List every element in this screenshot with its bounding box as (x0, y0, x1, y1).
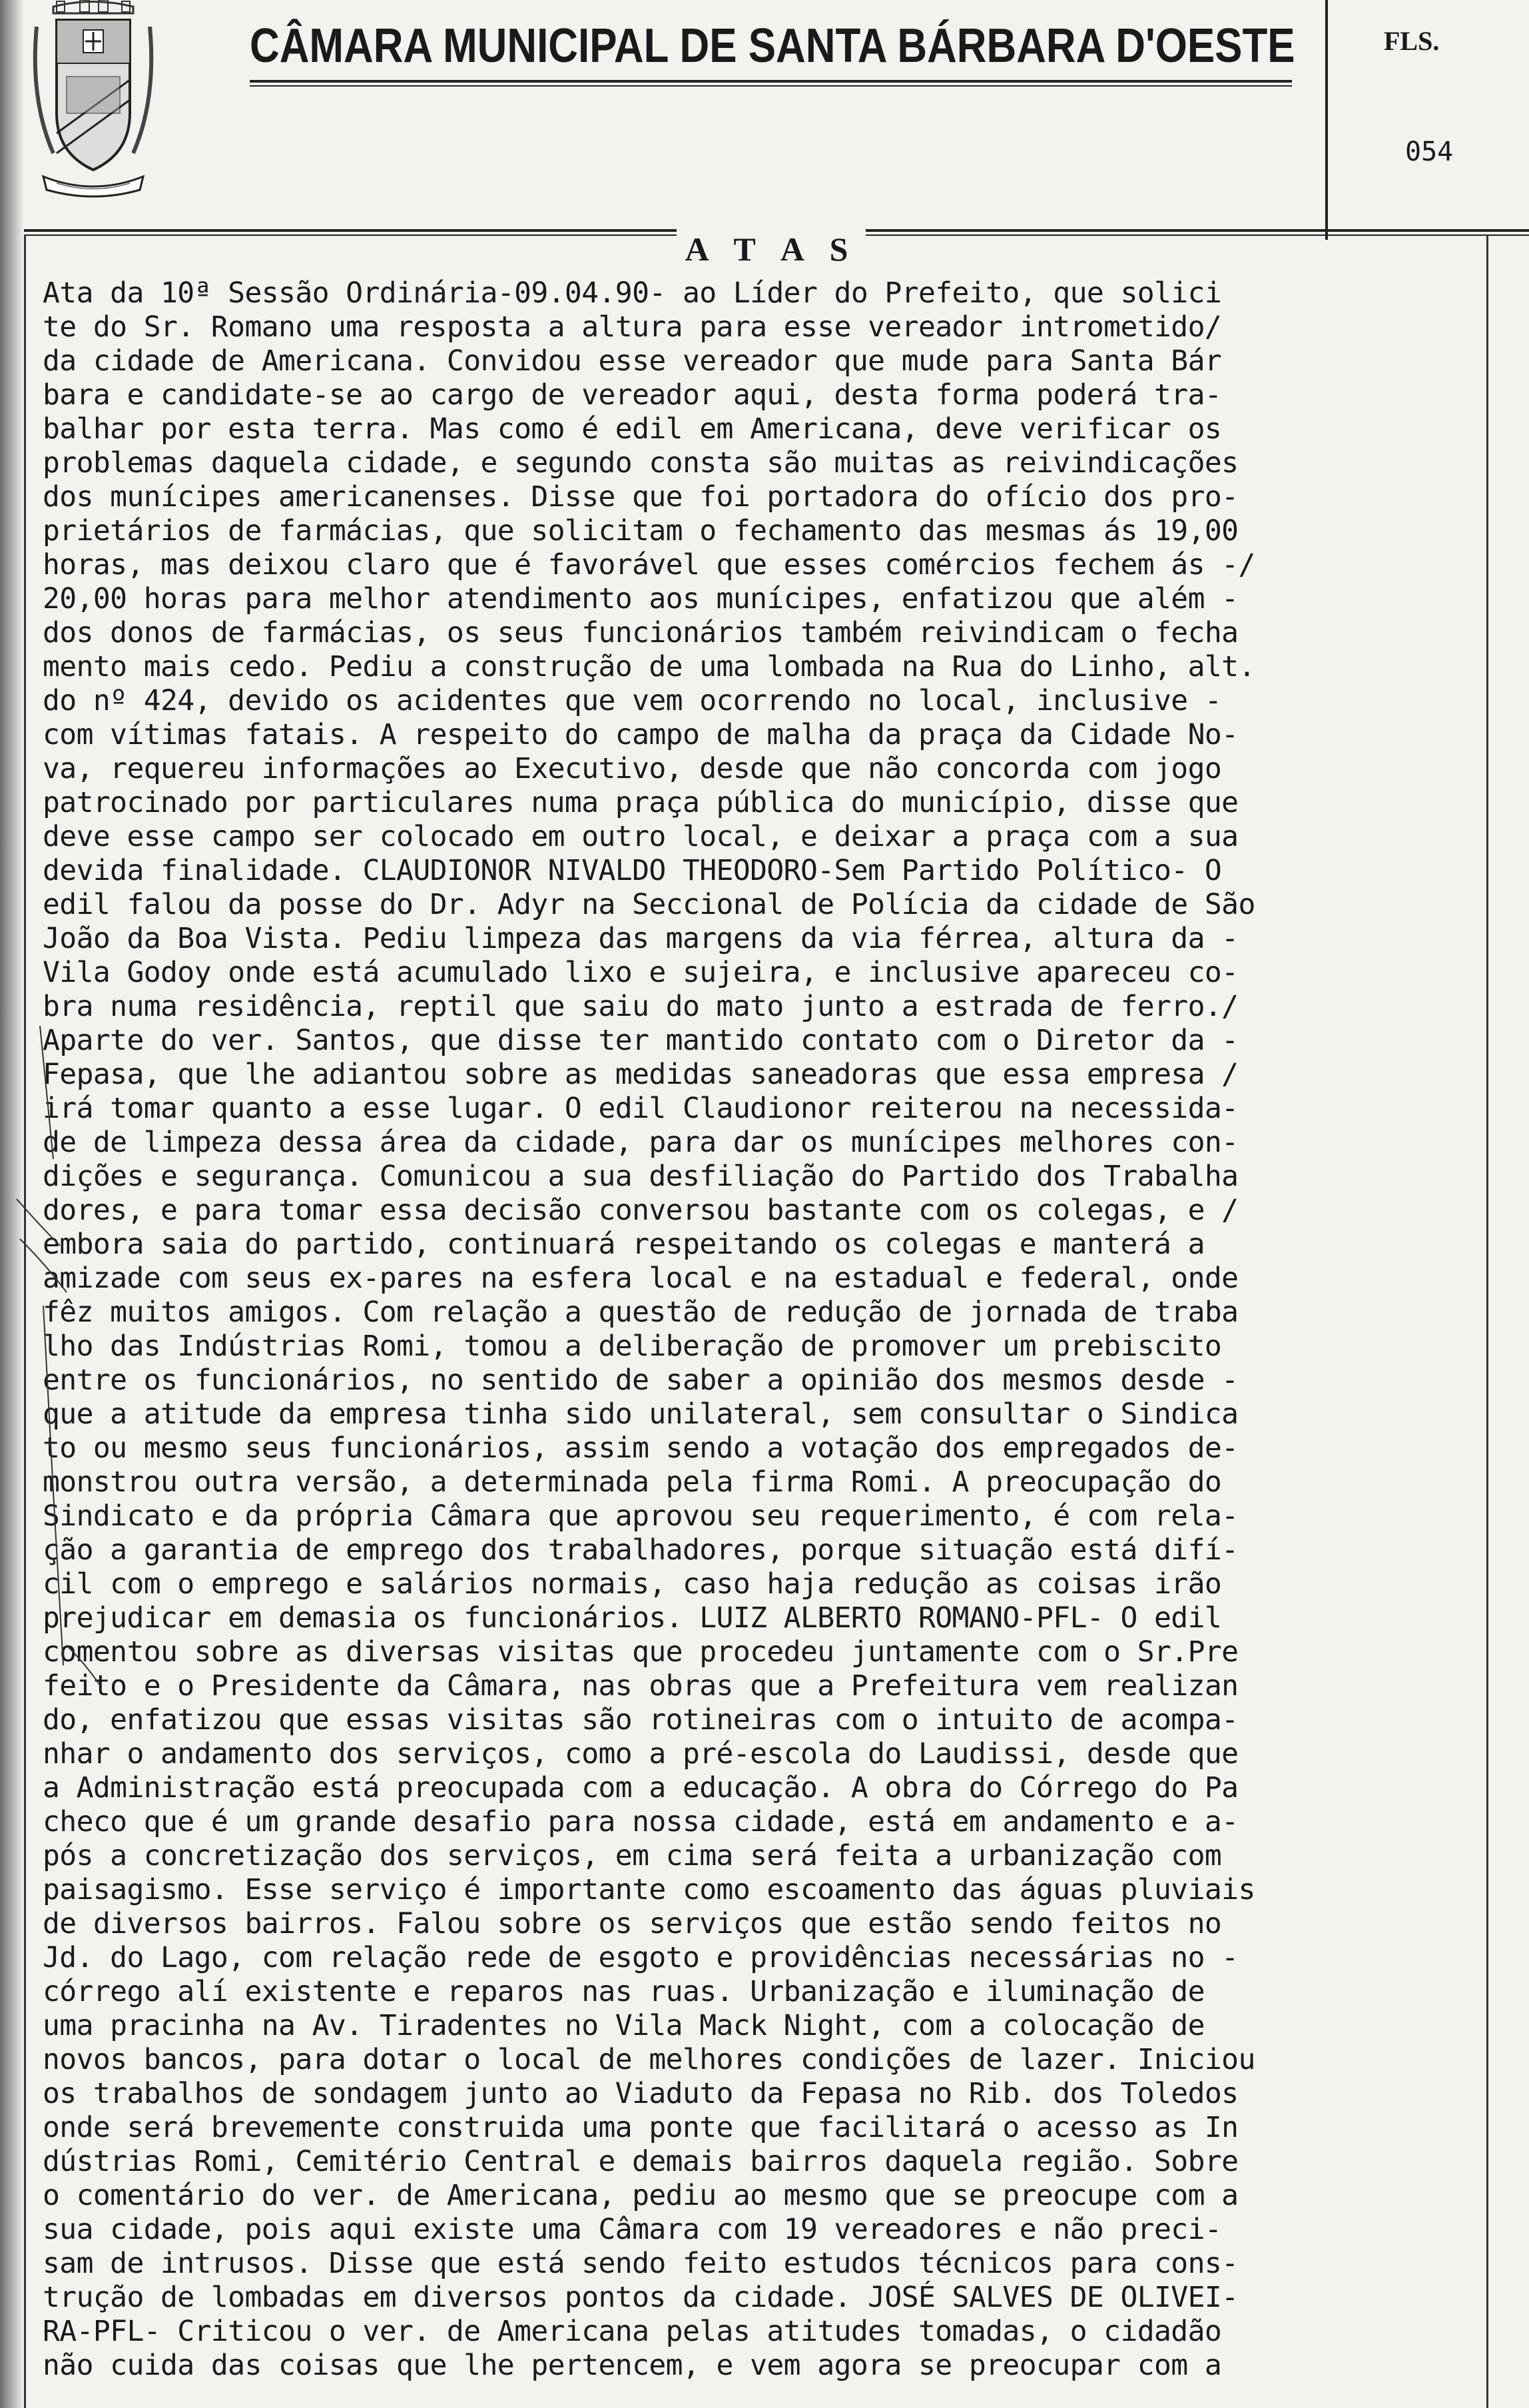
text-line: patrocinado por particulares numa praça pública do município, disse que (43, 786, 1239, 819)
page-number: 054 (1405, 137, 1454, 167)
text-line: prejudicar em demasia os funcionários. LUIZ ALBERTO ROMANO-PFL- O edil (43, 1601, 1222, 1635)
section-rule-right-thin (866, 234, 1529, 236)
text-line: de diversos bairros. Falou sobre os serviços que estão sendo feitos no (43, 1907, 1222, 1940)
text-line: córrego alí existente e reparos nas ruas. Urbanização e iluminação de (43, 1975, 1205, 2008)
text-line: balhar por esta terra. Mas como é edil em Americana, deve verificar os (43, 412, 1222, 446)
coat-of-arms-icon (27, 0, 160, 200)
text-line: ção a garantia de emprego dos trabalhadores, porque situação está difí- (43, 1533, 1239, 1567)
text-line: deve esse campo ser colocado em outro local, e deixar a praça com a sua (43, 820, 1239, 853)
text-line: mento mais cedo. Pediu a construção de uma lombada na Rua do Linho, alt. (43, 650, 1255, 683)
section-rule-right (866, 229, 1529, 232)
text-line: onde será brevemente construida uma ponte que facilitará o acesso as In (43, 2111, 1239, 2144)
text-line: não cuida das coisas que lhe pertencem, e vem agora se preocupar com a (43, 2349, 1222, 2382)
text-line: trução de lombadas em diversos pontos da cidade. JOSÉ SALVES DE OLIVEI- (43, 2281, 1239, 2314)
pen-marks (13, 1026, 107, 1692)
text-line: sua cidade, pois aqui existe uma Câmara com 19 vereadores e não preci- (43, 2213, 1222, 2246)
text-line: va, requereu informações ao Executivo, desde que não concorda com jogo (43, 752, 1222, 785)
text-line: com vítimas fatais. A respeito do campo de malha da praça da Cidade No- (43, 718, 1239, 751)
text-line: prietários de farmácias, que solicitam o fechamento das mesmas ás 19,00 (43, 514, 1239, 548)
text-line: checo que é um grande desafio para nossa cidade, está em andamento e a- (43, 1805, 1239, 1838)
text-line: entre os funcionários, no sentido de saber a opinião dos mesmos desde - (43, 1364, 1239, 1397)
text-line: dos donos de farmácias, os seus funcionários também reivindicam o fecha (43, 616, 1239, 649)
text-line: 20,00 horas para melhor atendimento aos munícipes, enfatizou que além - (43, 582, 1239, 615)
text-line: RA-PFL- Criticou o ver. de Americana pelas atitudes tomadas, o cidadão (43, 2315, 1222, 2348)
text-line: paisagismo. Esse serviço é importante como escoamento das águas pluviais (43, 1873, 1255, 1906)
text-line: sam de intrusos. Disse que está sendo feito estudos técnicos para cons- (43, 2247, 1239, 2280)
text-line: que a atitude da empresa tinha sido unilateral, sem consultar o Sindica (43, 1398, 1239, 1431)
text-line: Vila Godoy onde está acumulado lixo e sujeira, e inclusive apareceu co- (43, 956, 1239, 989)
text-line: bra numa residência, reptil que saiu do mato junto a estrada de ferro./ (43, 990, 1239, 1023)
text-line: edil falou da posse do Dr. Adyr na Seccional de Polícia da cidade de São (43, 888, 1255, 921)
text-line: dores, e para tomar essa decisão conversou bastante com os colegas, e / (43, 1194, 1239, 1227)
text-line: dos munícipes americanenses. Disse que foi portadora do ofício dos pro- (43, 480, 1239, 514)
text-line: a Administração está preocupada com a educação. A obra do Córrego do Pa (43, 1771, 1239, 1805)
text-line: da cidade de Americana. Convidou esse vereador que mude para Santa Bár (43, 344, 1222, 378)
text-line: comentou sobre as diversas visitas que procedeu juntamente com o Sr.Pre (43, 1635, 1239, 1669)
text-line: novos bancos, para dotar o local de melhores condições de lazer. Iniciou (43, 2043, 1255, 2076)
title-underline-thin (250, 85, 1292, 87)
text-line: o comentário do ver. de Americana, pediu ao mesmo que se preocupe com a (43, 2179, 1239, 2212)
text-line: fêz muitos amigos. Com relação a questão de redução de jornada de traba (43, 1296, 1239, 1329)
text-line: dústrias Romi, Cemitério Central e demais bairros daquela região. Sobre (43, 2145, 1239, 2178)
text-line: uma pracinha na Av. Tiradentes no Vila Mack Night, com a colocação de (43, 2009, 1205, 2042)
text-line: bara e candidate-se ao cargo de vereador aqui, desta forma poderá tra- (43, 378, 1222, 412)
text-line: monstrou outra versão, a determinada pela firma Romi. A preocupação do (43, 1465, 1222, 1499)
text-line: embora saia do partido, continuará respeitando os colegas e manterá a (43, 1228, 1205, 1261)
text-line: problemas daquela cidade, e segundo consta são muitas as reivindicações (43, 446, 1239, 480)
page-title: CÂMARA MUNICIPAL DE SANTA BÁRBARA D'OESTE (250, 19, 1295, 73)
text-line: amizade com seus ex-pares na esfera local e na estadual e federal, onde (43, 1262, 1239, 1295)
text-line: lho das Indústrias Romi, tomou a deliberação de promover um prebiscito (43, 1330, 1222, 1363)
text-line: Sindicato e da própria Câmara que aprovou seu requerimento, é com rela- (43, 1499, 1239, 1533)
fls-label: FLS. (1384, 26, 1440, 56)
text-line: dições e segurança. Comunicou a sua desfiliação do Partido dos Trabalha (43, 1160, 1239, 1193)
minutes-body (43, 276, 1481, 2383)
text-line: to ou mesmo seus funcionários, assim sendo a votação dos empregados de- (43, 1431, 1239, 1465)
text-line: do nº 424, devido os acidentes que vem ocorrendo no local, inclusive - (43, 684, 1222, 717)
text-line: João da Boa Vista. Pediu limpeza das margens da via férrea, altura da - (43, 922, 1239, 955)
section-rule-left-thin (24, 234, 677, 236)
text-line: devida finalidade. CLAUDIONOR NIVALDO THEODORO-Sem Partido Político- O (43, 854, 1222, 887)
section-heading: A T A S (685, 230, 858, 268)
section-rule-left (24, 229, 677, 232)
text-line: Jd. do Lago, com relação rede de esgoto e providências necessárias no - (43, 1941, 1239, 1974)
title-underline (250, 80, 1292, 83)
text-line: te do Sr. Romano uma resposta a altura para esse vereador intrometido/ (43, 310, 1222, 344)
header-divider (1325, 0, 1328, 240)
text-line: horas, mas deixou claro que é favorável que esses comércios fechem ás -/ (43, 548, 1255, 582)
text-line: Ata da 10ª Sessão Ordinária-09.04.90- ao Líder do Prefeito, que solici (43, 276, 1222, 310)
text-line: irá tomar quanto a esse lugar. O edil Claudionor reiterou na necessida- (43, 1092, 1239, 1125)
text-line: de de limpeza dessa área da cidade, para dar os munícipes melhores con- (43, 1126, 1239, 1159)
text-line: Aparte do ver. Santos, que disse ter mantido contato com o Diretor da - (43, 1024, 1239, 1057)
text-line: os trabalhos de sondagem junto ao Viaduto da Fepasa no Rib. dos Toledos (43, 2077, 1239, 2110)
text-line: cil com o emprego e salários normais, caso haja redução as coisas irão (43, 1567, 1222, 1601)
text-line: pós a concretização dos serviços, em cima será feita a urbanização com (43, 1839, 1222, 1872)
text-box-right-border (1486, 234, 1488, 2408)
text-line: feito e o Presidente da Câmara, nas obras que a Prefeitura vem realizan (43, 1669, 1239, 1703)
text-line: do, enfatizou que essas visitas são rotineiras com o intuito de acompa- (43, 1703, 1239, 1737)
text-line: Fepasa, que lhe adiantou sobre as medidas saneadoras que essa empresa / (43, 1058, 1239, 1091)
text-line: nhar o andamento dos serviços, como a pré-escola do Laudissi, desde que (43, 1737, 1239, 1771)
